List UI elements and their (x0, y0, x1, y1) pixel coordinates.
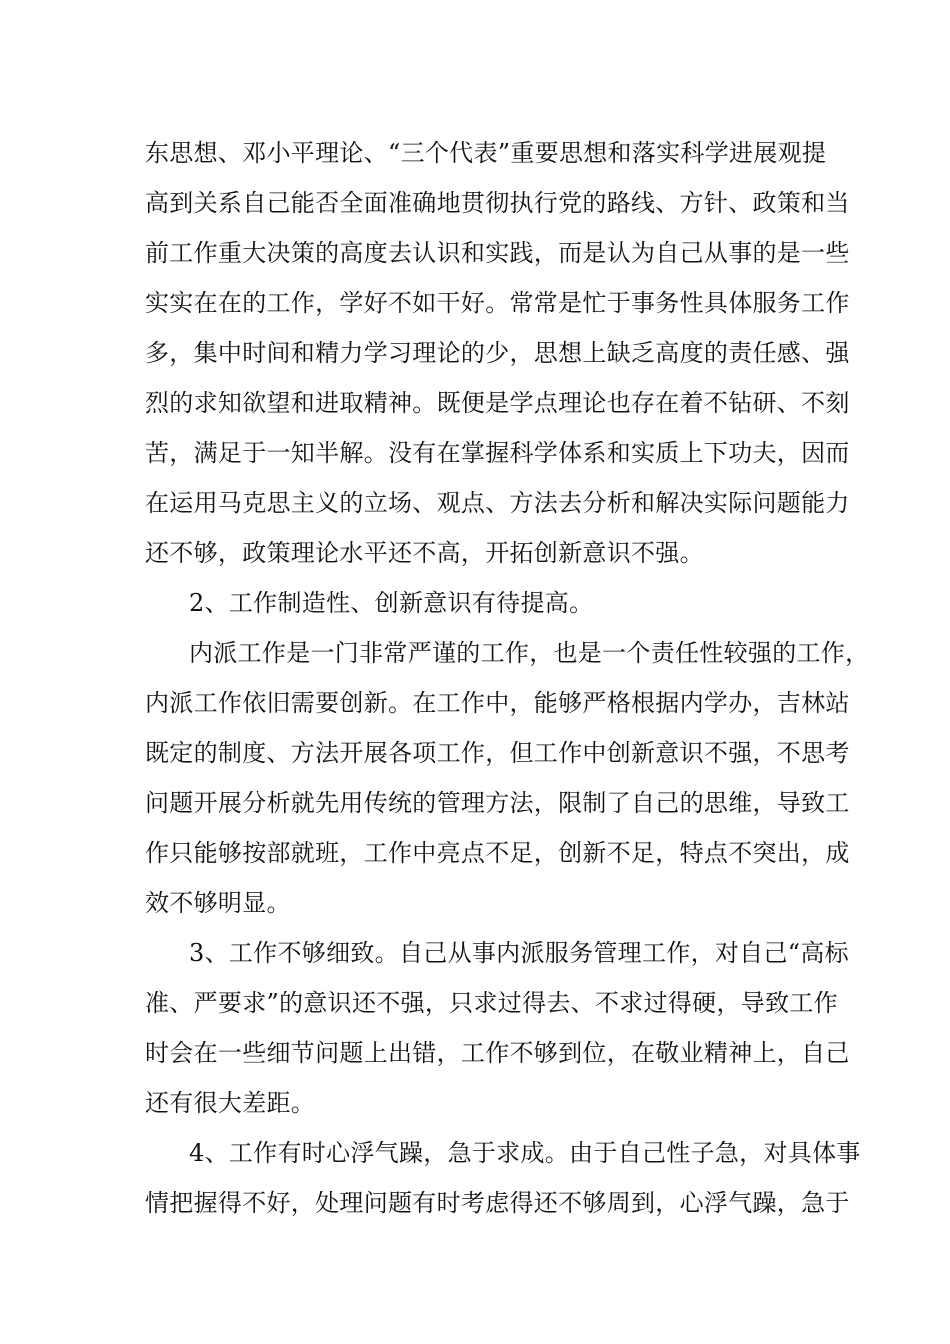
section-heading: 3、工作不够细致。自己从事内派服务管理工作，对自己“高标 (189, 939, 849, 967)
text-line: 多，集中时间和精力学习理论的少，思想上缺乏高度的责任感、强 (145, 339, 850, 367)
text-line: 时会在一些细节问题上出错，工作不够到位，在敬业精神上，自己 (145, 1039, 850, 1067)
text-line: 既定的制度、方法开展各项工作，但工作中创新意识不强，不思考 (145, 739, 850, 767)
text-line: 还有很大差距。 (145, 1089, 316, 1117)
text-line: 前工作重大决策的高度去认识和实践，而是认为自己从事的是一些 (145, 239, 850, 267)
text-line: 在运用马克思主义的立场、观点、方法去分析和解决实际问题能力 (145, 489, 850, 517)
text-line: 东思想、邓小平理论、“三个代表”重要思想和落实科学进展观提 (145, 139, 827, 167)
text-line: 实实在在的工作，学好不如干好。常常是忙于事务性具体服务工作 (145, 289, 850, 317)
text-line: 作只能够按部就班，工作中亮点不足，创新不足，特点不突出，成 (145, 839, 850, 867)
text-line: 问题开展分析就先用传统的管理方法，限制了自己的思维，导致工 (145, 789, 850, 817)
text-line: 还不够，政策理论水平还不高，开拓创新意识不强。 (145, 539, 704, 567)
text-line: 烈的求知欲望和进取精神。既便是学点理论也存在着不钻研、不刻 (145, 389, 850, 417)
text-line: 效不够明显。 (145, 889, 291, 917)
document-body (145, 128, 870, 1228)
text-line: 高到关系自己能否全面准确地贯彻执行党的路线、方针、政策和当 (145, 189, 850, 217)
text-line: 情把握得不好，处理问题有时考虑得还不够周到，心浮气躁，急于 (145, 1189, 850, 1217)
section-heading: 2、工作制造性、创新意识有待提高。 (189, 589, 594, 617)
text-line: 内派工作依旧需要创新。在工作中，能够严格根据内学办，吉林站 (145, 689, 850, 717)
section-heading: 4、工作有时心浮气躁，急于求成。由于自己性子急，对具体事 (189, 1139, 861, 1167)
paragraph-start: 内派工作是一门非常严谨的工作，也是一个责任性较强的工作， (189, 639, 870, 667)
text-line: 苦，满足于一知半解。没有在掌握科学体系和实质上下功夫，因而 (145, 439, 850, 467)
text-line: 准、严要求”的意识还不强，只求过得去、不求过得硬，导致工作 (145, 989, 838, 1017)
